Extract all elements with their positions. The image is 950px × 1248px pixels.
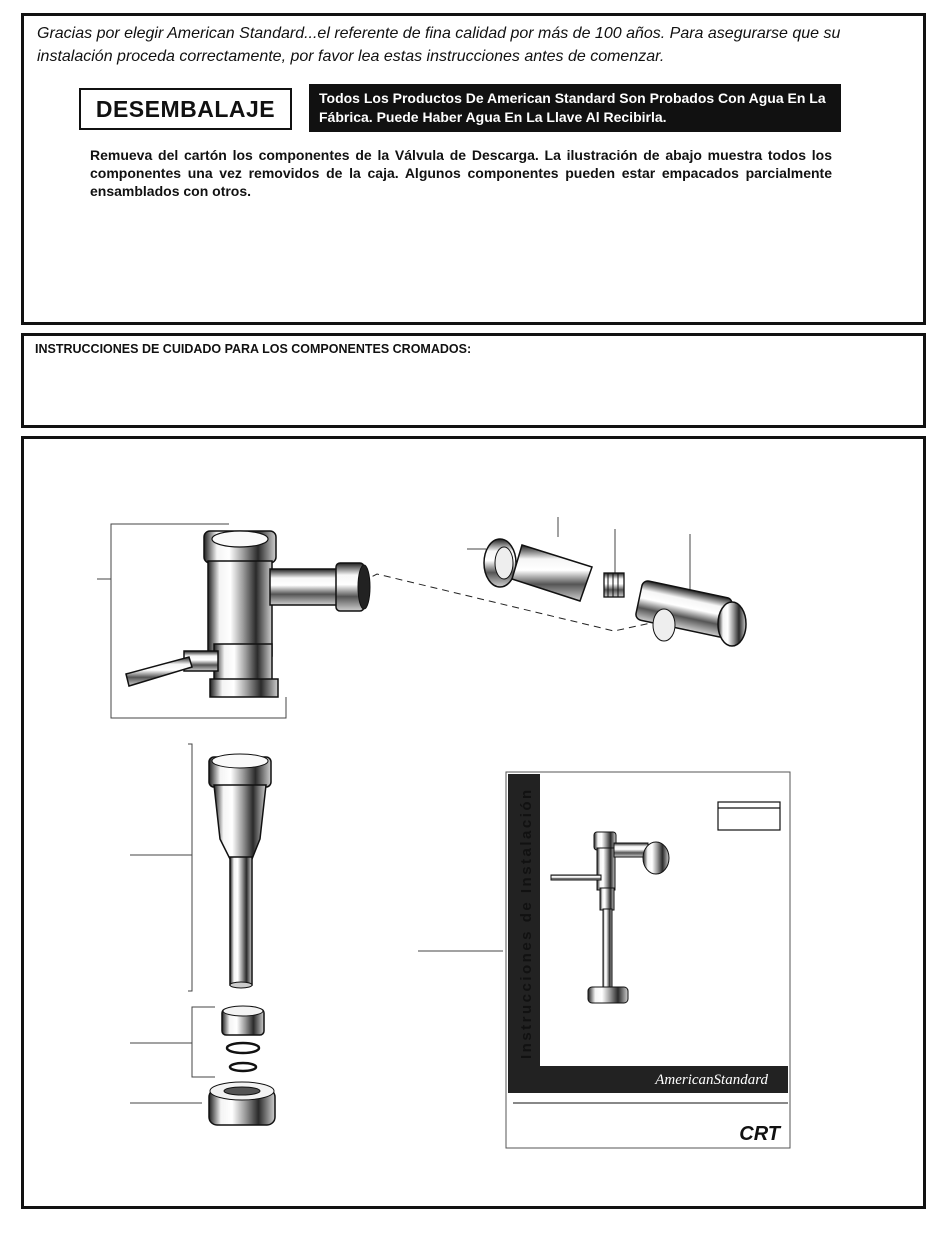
supply-tube — [512, 517, 592, 601]
unpacking-section — [21, 13, 926, 325]
components-illustration-section — [21, 436, 926, 1209]
unpacking-title: DESEMBALAJE — [79, 88, 292, 130]
unpacking-instructions: Remueva del cartón los componentes de la Válvula de Descarga. La ilustración de abajo muestra todos los componentes una vez removidos de la caja. Algunos componentes pueden estar empacados parcialmente ensamblados con otros. — [90, 147, 832, 199]
water-notice: Todos Los Productos De American Standard Son Probados Con Agua En La Fábrica. Puede Haber Agua En La Llave Al Recibirla. — [309, 84, 841, 132]
threaded-adapter — [604, 529, 624, 597]
chrome-care-section — [21, 333, 926, 428]
wall-flange — [467, 539, 516, 587]
flush-valve-body — [97, 524, 370, 718]
spud-coupling — [130, 1082, 275, 1125]
flush-tube — [130, 744, 271, 991]
installation-manual — [418, 772, 790, 1148]
components-illustration — [24, 439, 923, 1206]
manual-spine-title: Instrucciones de Instalación — [518, 787, 535, 1059]
chrome-care-title: INSTRUCCIONES DE CUIDADO PARA LOS COMPONENTES CROMADOS: — [35, 342, 472, 356]
manual-crt-logo: CRT — [739, 1123, 780, 1145]
intro-text: Gracias por elegir American Standard...el referente de fina calidad por más de 100 años. Para asegurarse que su instalación proceda correctamente, por favor lea estas instrucciones antes de comenzar. — [37, 25, 841, 65]
control-stop — [635, 534, 746, 646]
slip-nut-and-washers — [130, 1006, 264, 1077]
manual-brand-text: AmericanStandard — [655, 1072, 768, 1088]
